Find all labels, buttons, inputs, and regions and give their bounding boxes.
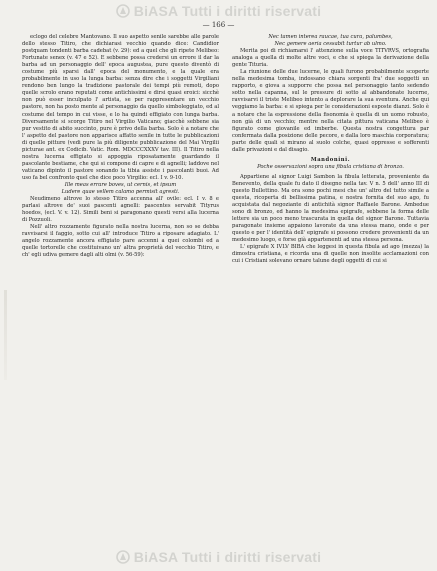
paragraph: La riunione delle due lucerne, le quali furono probabilmente scoperte nella medesima tomba, indossano chiara sorgenti fra' due soggetti un rapporto, e giova a supporre che possa nel personaggio tanto sedendo sotto nella capanna, sul le pressure di sotto al abbandonate lucerne, ravvisarvi il triste Melibeo intento a deplorare la sua sventura. Anche qui veggiamo la barba: e si spiega per le considerazioni esposte dianzi. Solo è a notare che la espressione della fisonomia è quella di un uomo robusto, non già di un vecchio; mentre nella citata pittura vaticana Melibeo è figurato come giovanile ed imberbe. Questa nostra congettura par confermata dalla posizione delle pecore, e dalla loro maschia corporatura; parte delle quali si mirano al suolo colche, quasi oppresse e sofferenti dalle privazioni e dal disagio. bbox=[232, 69, 429, 153]
paragraph: Merita poi di richiamarsi l' attenzione sulla voce TITVRVS, ortografia analoga a quella di molte altre voci, e che si spiega la derivazione della gente Tituria. bbox=[232, 48, 429, 69]
biasa-logo-icon bbox=[116, 550, 130, 564]
verse-line: Nec tamen interea raucae, tua cura, palumbes, bbox=[268, 34, 393, 40]
paragraph: eclogo del celebre Mantovano. Il suo aspetto senile sarebbe alle parole dello stesso Titiro, che dichiarasi vecchio quando dice: Candidior postquam tondenti barba cadebat (v. 29): ed a quel che gli ripete Melibeo: Fortunate senex (v. 47 e 52). E sebbene possa credersi un errore il dar la barba ad un personaggio dell' epoca augustea, pure questo diventò di costume più sparsi dall' epoca del monumento, e la quale era probabilmente in uso la lunga barba: senza dire che i soggetti Virgiliani rendono ben lungo la tradizione pastorale dei tempi più remoti, dopo quelle scrolo erano reputati come antichissimi e dirsi quasi eroici: sicchè non può esser inculpato l' artista, se per rappresentare un vecchio pastore, non ha posto mente al personaggio da quello simboleggiato, ed al costume del tempo in cui visse, e lo ha quindi effigiato con lunga barba. Diversamente si scorge Titiro nel Virgilio Vaticano; giacchè sebbene sia pur vestito di abito succinto, pure è privo della barba. Solo è a notare che l' aspetto del pastore non apparisce affatto senile in tutte le pubblicazioni di quelle pitture (vedi pure la più diligente pubblicazione del Mai Virgilii picturae ant. ex Codicib. Vatic. Rom. MDCCCXXXV tav. III). Il Titiro nella nostra lucerna effigiato si appoggia riposatamente guardando il pascolante bestiame, che qui si compone di capre e di agnelli; laddove nel vaticano dipinto il pastore sonando la tibia assiste i pascolanti buoi. Ad uso fa bel confronto quel che dice poco Virgilio: ecl. I v. 9-10. bbox=[22, 34, 219, 181]
page-number: — 166 — bbox=[202, 21, 235, 29]
section-title: Poche osservazioni sopra una fibula cristiana di bronzo. bbox=[257, 163, 404, 170]
paragraph: L' epigrafe X IVLV BIBA che leggesi in questa fibula ad ago (mezza) la dimostra cristiana, e ricorda una di quelle non insolite acclamazioni con cui i Cristiani solevano ornare talune degli oggetti di cui si bbox=[232, 244, 429, 265]
paragraph: Appartiene al signor Luigi Sambon la fibula letterata, proveniente da Benevento, della quale fu dato il disegno nella tav. V n. 5 dell' anno III di questo Bullettino. Ma ora sono pochi mesi che un' altro del tutto simile a questa, ricoperta di bellissima patina, e nostra fornita del suo ago, fu acquistata dal negoziante di antichità signor Raffaele Barone. Ambedue sono di bronzo, ed hanno la medesima epigrafe, sebbene la forma delle lettere sia un poco meno trascurata in quella del signor Barone. Tuttavia paragonate insieme appaiono lavorate da una stessa mano, onde e per questo e per l' identità dell' epigrafe si possono credere provenienti da un medesimo luogo, e forse già appartenenti ad una stessa persona. bbox=[232, 173, 429, 244]
biasa-logo-icon bbox=[116, 4, 130, 18]
verse-line: Ille meas errare boves, ut cernis, et ipsum bbox=[64, 181, 177, 188]
paragraph: Nell' altro rozzamente figurato nella nostra lucerna, non so se debba ravvisarsi il faggio, sotto cui all' introduce Titiro a riposare adagiato. L' angelo rozzamente ancora effigiato pare accenni a quei colombi ed a quelle tortorelle che costituivano un' altra proprietà del vecchio Titiro, e ch' egli udiva gemere dagli alti olmi (v. 56-59): bbox=[22, 224, 219, 259]
left-column bbox=[22, 34, 219, 260]
verse-line: Ludere quae vellem calamo permisit agresti. bbox=[61, 189, 180, 196]
signature: Mandonini. bbox=[310, 156, 351, 163]
watermark-text-top: BiASA Tutti i diritti riservati bbox=[133, 3, 322, 19]
paragraph: Neudimeno altrove lo stesso Titiro accenna all' ovile: ecl. I v. 8 e parlasi altrove de' suoi pascenti agnelli: pascentes servabit Tityrus hoedos, (ecl. V. v. 12). Simili beni si paragonano questi versi alla lucerna di Pozzuoli. bbox=[22, 196, 219, 224]
watermark-banner-bottom bbox=[8, 548, 429, 566]
page-edge-shadow bbox=[4, 290, 7, 380]
verse-line: Nec gemere aeria cessabit turtur ab ulmo. bbox=[274, 41, 387, 48]
watermark-banner-top bbox=[8, 2, 429, 20]
right-column bbox=[232, 34, 429, 266]
watermark-text-bottom: BiASA Tutti i diritti riservati bbox=[133, 549, 322, 565]
